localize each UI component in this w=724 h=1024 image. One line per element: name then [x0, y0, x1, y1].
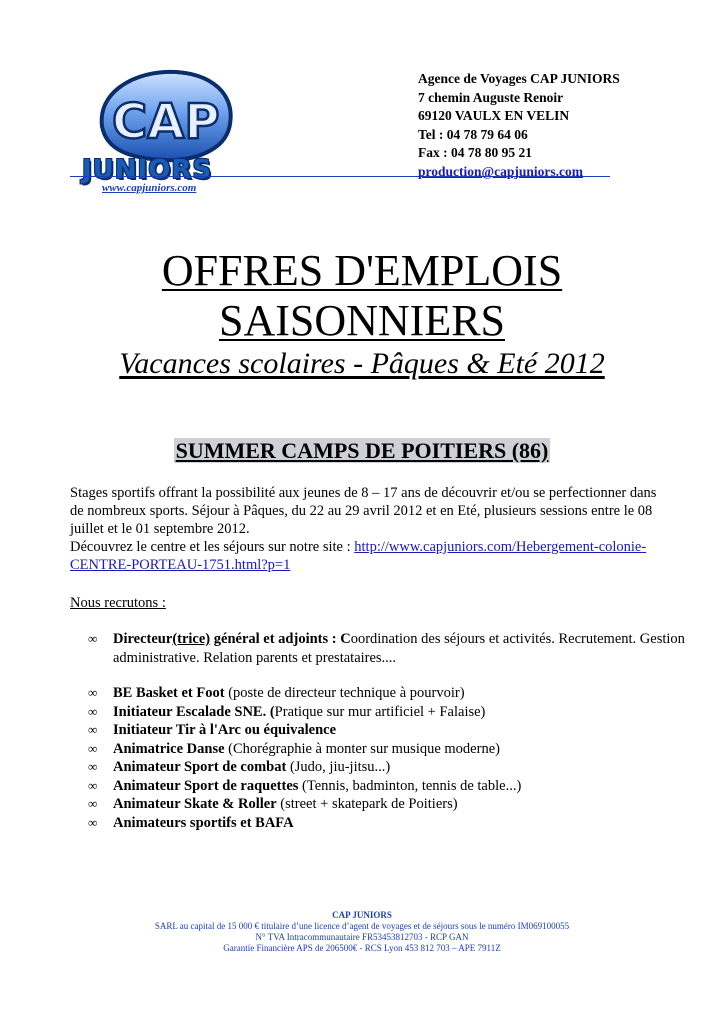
cap-logo-graphic — [90, 66, 240, 166]
position-title: Initiateur Tir à l'Arc ou équivalence — [113, 722, 337, 738]
footer-line-2: N° TVA Intracommunautaire FR53453812703 - RCP GAN — [255, 932, 469, 942]
position-desc: Pratique sur mur artificiel + Falaise) — [274, 703, 486, 720]
page-footer — [0, 910, 724, 954]
infinity-bullet-icon: ∞ — [88, 814, 98, 830]
website-link[interactable]: www.capjuniors.com — [102, 182, 197, 194]
position-desc: (poste de directeur technique à pourvoir) — [224, 685, 465, 701]
logo-cap-text: CAP — [112, 94, 220, 150]
list-item — [88, 684, 688, 703]
centre-link[interactable]: http://www.capjuniors.com/Hebergement-colonie-CENTRE-PORTEAU-1751.html?p=1 — [70, 539, 647, 573]
agency-fax: Fax : 04 78 80 95 21 — [418, 145, 532, 160]
position-desc: (street + skatepark de Poitiers) — [276, 796, 458, 812]
positions-list — [88, 684, 688, 832]
intro-text: Stages sportifs offrant la possibilité aux jeunes de 8 – 17 ans de découvrir et/ou se perfectionner dans de nombreux sports. Séjour à Pâques, du 22 au 29 avril 2012 et en Eté, plusieurs sessions entre le 08 juillet et le 01 septembre 2012. — [70, 485, 657, 537]
infinity-bullet-icon: ∞ — [88, 759, 98, 774]
infinity-bullet-icon: ∞ — [88, 685, 98, 700]
footer-company: CAP JUNIORS — [332, 910, 392, 920]
subtitle: Vacances scolaires - Pâques & Eté 2012 — [119, 347, 605, 380]
infinity-bullet-icon: ∞ — [88, 722, 98, 737]
list-item — [88, 777, 688, 796]
intro-site-text: Découvrez le centre et les séjours sur notre site : — [70, 539, 355, 555]
cap-juniors-logo — [82, 66, 262, 198]
section-heading — [0, 438, 724, 464]
position-title: Animateur Sport de raquettes — [113, 777, 299, 794]
infinity-bullet-icon: ∞ — [88, 796, 98, 811]
logo-juniors-text: JUNIORS — [82, 155, 213, 185]
director-description: oordination des séjours et activités. Recrutement. Gestion administrative. Relation parents et prestataires.... — [113, 631, 685, 666]
position-desc: (Tennis, badminton, tennis de table...) — [298, 777, 522, 794]
position-title: Animateurs sportifs et BAFA — [113, 814, 294, 831]
main-title-line1: OFFRES D'EMPLOIS — [161, 246, 563, 295]
list-item — [88, 630, 688, 667]
position-desc: (Judo, jiu-jitsu...) — [286, 759, 391, 775]
main-title-line2: SAISONNIERS — [218, 296, 506, 345]
list-item — [88, 758, 688, 777]
footer-line-1: SARL au capital de 15 000 € titulaire d’une licence d’agent de voyages et de séjours sous le numéro IM069100055 — [154, 921, 570, 931]
intro-paragraph — [70, 484, 660, 574]
position-title: Animateur Sport de combat — [113, 759, 287, 775]
director-list — [88, 630, 688, 667]
agency-address — [418, 70, 620, 181]
list-item — [88, 740, 688, 759]
list-item — [88, 721, 688, 740]
footer-line-3: Garantie Financière APS de 206500€ - RCS Lyon 453 812 703 – APE 7911Z — [223, 943, 501, 953]
position-title: Animatrice Danse — [113, 740, 225, 757]
recruit-label: Nous recrutons : — [70, 595, 166, 611]
infinity-bullet-icon: ∞ — [88, 631, 98, 646]
agency-tel: Tel : 04 78 79 64 06 — [418, 126, 528, 142]
agency-street: 7 chemin Auguste Renoir — [418, 89, 564, 105]
list-item — [88, 703, 688, 722]
agency-name: Agence de Voyages CAP JUNIORS — [418, 71, 620, 86]
position-desc: (Chorégraphie à monter sur musique moderne) — [224, 740, 500, 757]
list-item — [88, 814, 688, 833]
agency-city: 69120 VAULX EN VELIN — [418, 108, 570, 123]
infinity-bullet-icon: ∞ — [88, 777, 98, 793]
director-title: Directeur(trice) général et adjoints : C — [113, 631, 351, 647]
position-title: Initiateur Escalade SNE. ( — [113, 703, 275, 720]
position-title: BE Basket et Foot — [113, 685, 225, 701]
list-item — [88, 795, 688, 814]
infinity-bullet-icon: ∞ — [88, 740, 98, 756]
position-title: Animateur Skate & Roller — [113, 796, 277, 812]
agency-email-link[interactable]: production@capjuniors.com — [418, 163, 583, 179]
section-heading-text: SUMMER CAMPS DE POITIERS (86) — [175, 438, 549, 463]
infinity-bullet-icon: ∞ — [88, 703, 98, 719]
